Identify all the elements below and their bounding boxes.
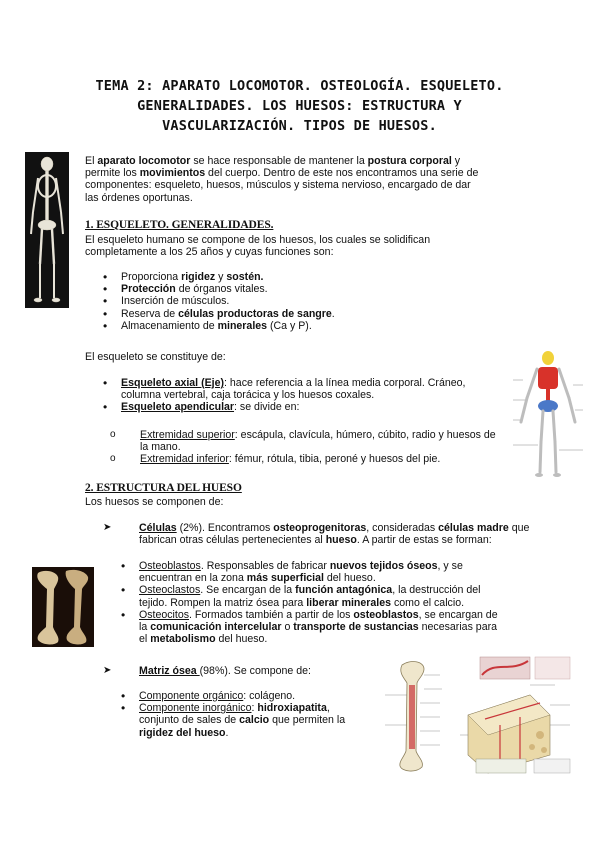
skeleton-diagram — [513, 350, 583, 480]
skeleton-parts-list — [103, 377, 498, 414]
intro-paragraph: El aparato locomotor se hace responsable de mantener la postura corporal y permite los movimientos del cuerpo. Dentro de este nos encontramos una serie de componentes: esqueleto, huesos, músculos y sistema nervioso, encargado de dar las órdenes oportunas. — [85, 155, 479, 204]
bone-structure-diagram — [380, 655, 575, 775]
list-item: • Protección de órganos vitales. — [103, 283, 493, 295]
matrix-item: ➤ Matriz ósea (98%). Se compone de: — [103, 665, 399, 677]
cells-item: ➤ Células (2%). Encontramos osteoprogenitoras, consideradas células madre que fabrican otras células pertenecientes al hueso. A partir de estas se forman: — [103, 522, 547, 546]
list-item: • Componente orgánico: colágeno. — [121, 690, 366, 702]
list-item: o Extremidad superior: escápula, clavícula, húmero, cúbito, radio y huesos de la mano. — [110, 429, 500, 453]
list-item: • Proporciona rigidez y sostén. — [103, 271, 493, 283]
constitutes-text: El esqueleto se constituye de: — [85, 351, 226, 363]
skeleton-photo — [25, 152, 69, 308]
list-item: • Osteoblastos. Responsables de fabricar nuevos tejidos óseos, y se encuentran en la zona más superficial del hueso. — [121, 560, 506, 584]
list-item: • Componente inorgánico: hidroxiapatita, conjunto de sales de calcio que permiten la rigidez del hueso. — [121, 702, 366, 739]
section-2-heading: 2. ESTRUCTURA DEL HUESO — [85, 482, 242, 494]
list-item: o Extremidad inferior: fémur, rótula, tibia, peroné y huesos del pie. — [110, 453, 500, 465]
title-line-2: GENERALIDADES. LOS HUESOS: ESTRUCTURA Y — [137, 98, 462, 114]
title-line-1: TEMA 2: APARATO LOCOMOTOR. OSTEOLOGÍA. ESQUELETO. — [95, 78, 504, 94]
list-item: • Reserva de células productoras de sangre. — [103, 308, 493, 320]
list-item: • Osteoclastos. Se encargan de la función antagónica, la destrucción del tejido. Rompen la matriz ósea para liberar minerales como el calcio. — [121, 584, 506, 608]
bone-cells-list — [121, 560, 506, 645]
limbs-list — [110, 429, 500, 466]
long-bone-photo — [32, 567, 94, 647]
list-item: • Esqueleto apendicular: se divide en: — [103, 401, 498, 413]
section-2-paragraph: Los huesos se componen de: — [85, 496, 224, 508]
matrix-components-list — [121, 690, 366, 739]
list-item: • Almacenamiento de minerales (Ca y P). — [103, 320, 493, 332]
title-line-3: VASCULARIZACIÓN. TIPOS DE HUESOS. — [162, 118, 437, 134]
page-title — [60, 76, 539, 136]
functions-list — [103, 271, 493, 332]
section-1-heading: 1. ESQUELETO. GENERALIDADES. — [85, 219, 274, 231]
list-item: • Osteocitos. Formados también a partir de los osteoblastos, se encargan de la comunicación intercelular o transporte de sustancias necesarias para el metabolismo del hueso. — [121, 609, 506, 646]
list-item: • Esqueleto axial (Eje): hace referencia a la línea media corporal. Cráneo, columna vertebral, caja torácica y los huesos coxales. — [103, 377, 498, 401]
list-item: • Inserción de músculos. — [103, 295, 493, 307]
section-1-paragraph: El esqueleto humano se compone de los huesos, los cuales se solidifican completamente a los 25 años y cuyas funciones son: — [85, 234, 431, 259]
